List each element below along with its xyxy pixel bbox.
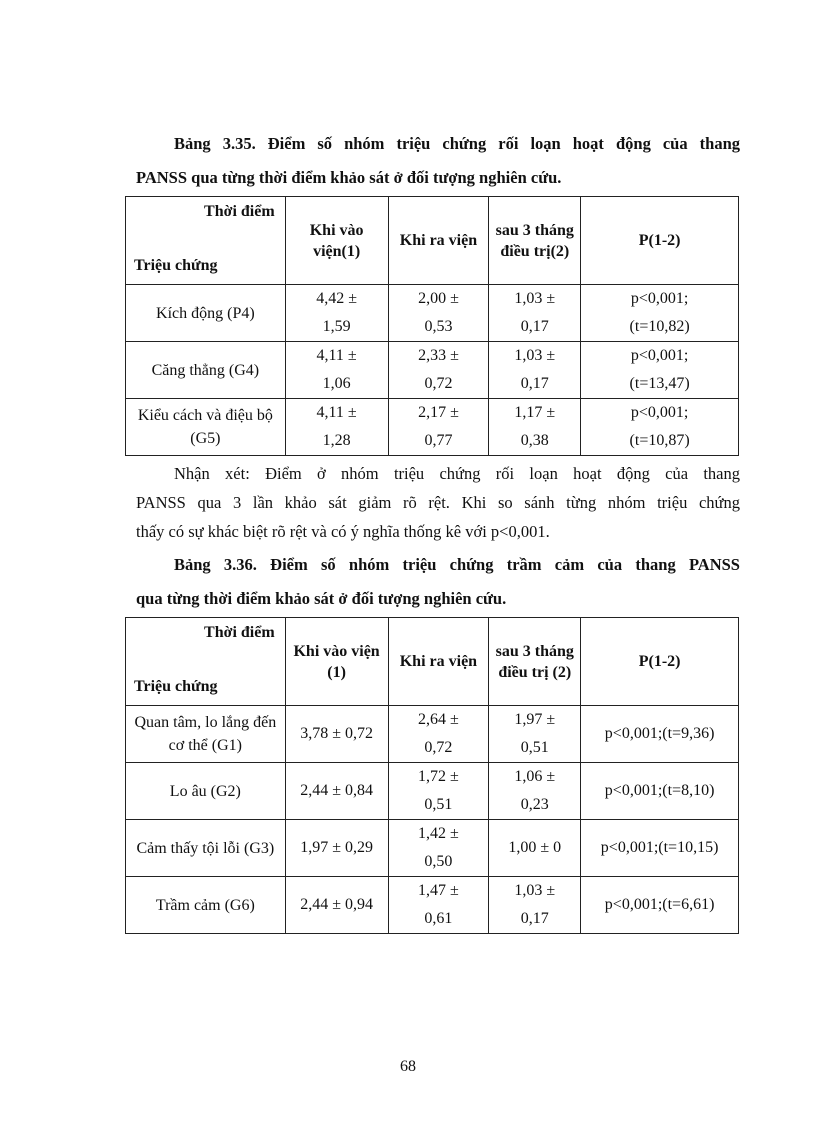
value-cell: 1,06 ± 0,23 [489, 763, 581, 820]
corner-top-label: Thời điểm [204, 203, 275, 220]
value-cell: 1,00 ± 0 [489, 820, 581, 877]
page-number: 68 [400, 1058, 416, 1075]
value-cell: 1,97 ± 0,51 [489, 706, 581, 763]
p-value-cell: p<0,001;(t=10,15) [581, 820, 739, 877]
value-cell: 1,97 ± 0,29 [285, 820, 388, 877]
remark-line-3: thấy có sự khác biệt rõ rệt và có ý nghĩa thống kê với p<0,001. [136, 522, 550, 541]
col-header-discharge: Khi ra viện [388, 197, 489, 285]
value-cell: 1,42 ± 0,50 [388, 820, 489, 877]
col-header-admission: Khi vào viện (1) [285, 618, 388, 706]
table-3-35 [125, 196, 739, 456]
value-cell: 2,33 ± 0,72 [388, 342, 489, 399]
p-value-cell: p<0,001; (t=10,82) [581, 285, 739, 342]
value-cell: 1,03 ± 0,17 [489, 877, 581, 934]
value-cell: 4,42 ± 1,59 [285, 285, 388, 342]
corner-header [126, 618, 286, 706]
table-header-row [126, 197, 739, 285]
p-value-cell: p<0,001; (t=13,47) [581, 342, 739, 399]
value-cell: 1,72 ± 0,51 [388, 763, 489, 820]
value-cell: 2,00 ± 0,53 [388, 285, 489, 342]
caption-line-2: PANSS qua từng thời điểm khảo sát ở đối tượng nghiên cứu. [136, 168, 562, 187]
remark-line-1: Nhận xét: Điểm ở nhóm triệu chứng rối loạn hoạt động của thang [174, 464, 740, 483]
value-cell: 4,11 ± 1,28 [285, 399, 388, 456]
table-row [126, 763, 739, 820]
corner-bottom-label: Triệu chứng [134, 257, 218, 274]
col-header-p-value: P(1-2) [581, 618, 739, 706]
table-3-35-caption [136, 127, 740, 195]
table-3-36-caption [136, 548, 740, 616]
corner-bottom-label: Triệu chứng [134, 678, 218, 695]
p-value-cell: p<0,001;(t=8,10) [581, 763, 739, 820]
value-cell: 2,44 ± 0,94 [285, 877, 388, 934]
col-header-admission: Khi vào viện(1) [285, 197, 388, 285]
table-row [126, 820, 739, 877]
table-row [126, 706, 739, 763]
symptom-cell: Lo âu (G2) [126, 763, 286, 820]
remark-paragraph [136, 459, 740, 546]
table-row [126, 877, 739, 934]
value-cell: 1,47 ± 0,61 [388, 877, 489, 934]
symptom-cell: Kiểu cách và điệu bộ (G5) [126, 399, 286, 456]
value-cell: 2,44 ± 0,84 [285, 763, 388, 820]
caption-line-1: Bảng 3.36. Điểm số nhóm triệu chứng trầm cảm của thang PANSS [174, 555, 740, 574]
table-header-row [126, 618, 739, 706]
caption-line-2: qua từng thời điểm khảo sát ở đối tượng nghiên cứu. [136, 589, 507, 608]
symptom-cell: Kích động (P4) [126, 285, 286, 342]
symptom-cell: Trầm cảm (G6) [126, 877, 286, 934]
value-cell: 1,03 ± 0,17 [489, 285, 581, 342]
value-cell: 1,03 ± 0,17 [489, 342, 581, 399]
value-cell: 1,17 ± 0,38 [489, 399, 581, 456]
table-3-36 [125, 617, 739, 934]
value-cell: 2,64 ± 0,72 [388, 706, 489, 763]
value-cell: 3,78 ± 0,72 [285, 706, 388, 763]
col-header-p-value: P(1-2) [581, 197, 739, 285]
remark-line-2: PANSS qua 3 lần khảo sát giảm rõ rệt. Khi so sánh từng nhóm triệu chứng [136, 493, 740, 512]
value-cell: 2,17 ± 0,77 [388, 399, 489, 456]
symptom-cell: Quan tâm, lo lắng đến cơ thể (G1) [126, 706, 286, 763]
caption-line-1: Bảng 3.35. Điểm số nhóm triệu chứng rối loạn hoạt động của thang [174, 134, 740, 153]
p-value-cell: p<0,001;(t=6,61) [581, 877, 739, 934]
symptom-cell: Căng thẳng (G4) [126, 342, 286, 399]
col-header-3-months: sau 3 tháng điều trị(2) [489, 197, 581, 285]
col-header-3-months: sau 3 tháng điều trị (2) [489, 618, 581, 706]
col-header-discharge: Khi ra viện [388, 618, 489, 706]
value-cell: 4,11 ± 1,06 [285, 342, 388, 399]
corner-header [126, 197, 286, 285]
p-value-cell: p<0,001;(t=9,36) [581, 706, 739, 763]
symptom-cell: Cảm thấy tội lỗi (G3) [126, 820, 286, 877]
table-row [126, 342, 739, 399]
table-row [126, 285, 739, 342]
corner-top-label: Thời điểm [204, 624, 275, 641]
p-value-cell: p<0,001; (t=10,87) [581, 399, 739, 456]
table-row [126, 399, 739, 456]
